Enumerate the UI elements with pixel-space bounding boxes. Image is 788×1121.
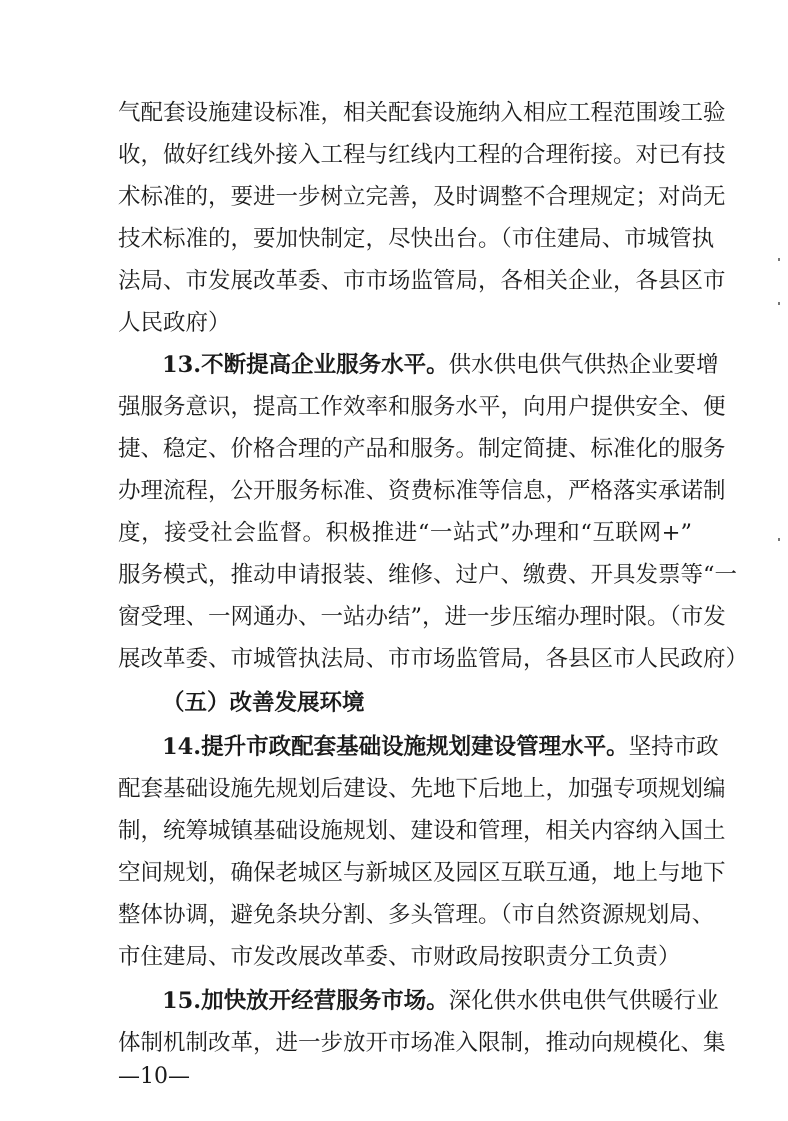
item-15-title: 15.加快放开经营服务市场。 — [162, 988, 449, 1014]
scan-mark — [778, 302, 780, 305]
page-number: —10— — [118, 1064, 190, 1089]
text-line: 服务模式，推动申请报装、维修、过户、缴费、开具发票等“一 — [118, 562, 738, 588]
item-13-title: 13.不断提高企业服务水平。 — [162, 352, 449, 378]
item-15-first-line — [162, 986, 719, 1016]
item-13-first-line — [162, 350, 719, 380]
text-line: 办理流程，公开服务标准、资费标准等信息，严格落实承诺制 — [118, 478, 726, 504]
text-line: 空间规划，确保老城区与新城区及园区互联互通，地上与地下 — [118, 860, 726, 886]
text-line: 展改革委、市城管执法局、市市场监管局，各县区市人民政府） — [118, 646, 749, 672]
text-line: 收，做好红线外接入工程与红线内工程的合理衔接。对已有技 — [118, 142, 726, 168]
text-line: 市住建局、市发改展改革委、市财政局按职责分工负责） — [118, 944, 681, 970]
item-14-first-line — [162, 732, 719, 762]
section-heading: （五）改善发展环境 — [162, 690, 365, 716]
text-line: 强服务意识，提高工作效率和服务水平，向用户提供安全、便 — [118, 394, 726, 420]
text-line: 整体协调，避免条块分割、多头管理。（市自然资源规划局、 — [118, 902, 715, 928]
text-line: 配套基础设施先规划后建设、先地下后地上，加强专项规划编 — [118, 776, 726, 802]
item-14-text: 坚持市政 — [628, 734, 719, 760]
text-line: 窗受理、一网通办、一站办结”，进一步压缩办理时限。（市发 — [118, 604, 726, 630]
text-line: 技术标准的，要加快制定，尽快出台。（市住建局、市城管执 — [118, 226, 715, 252]
text-line: 法局、市发展改革委、市市场监管局，各相关企业，各县区市 — [118, 268, 726, 294]
text-line: 制，统筹城镇基础设施规划、建设和管理，相关内容纳入国土 — [118, 818, 726, 844]
item-15-text: 深化供水供电供气供暖行业 — [448, 988, 719, 1014]
text-line: 人民政府） — [118, 310, 231, 336]
scan-mark — [778, 538, 780, 541]
text-line: 气配套设施建设标准，相关配套设施纳入相应工程范围竣工验 — [118, 100, 726, 126]
text-line: 体制机制改革，进一步放开市场准入限制，推动向规模化、集 — [118, 1030, 726, 1056]
text-line: 术标准的，要进一步树立完善，及时调整不合理规定；对尚无 — [118, 184, 726, 210]
item-14-title: 14.提升市政配套基础设施规划建设管理水平。 — [162, 734, 629, 760]
text-line: 度，接受社会监督。积极推进“一站式”办理和“互联网+” — [118, 520, 692, 546]
scan-mark — [778, 258, 780, 261]
item-13-text: 供水供电供气供热企业要增 — [448, 352, 719, 378]
text-line: 捷、稳定、价格合理的产品和服务。制定简捷、标准化的服务 — [118, 436, 726, 462]
